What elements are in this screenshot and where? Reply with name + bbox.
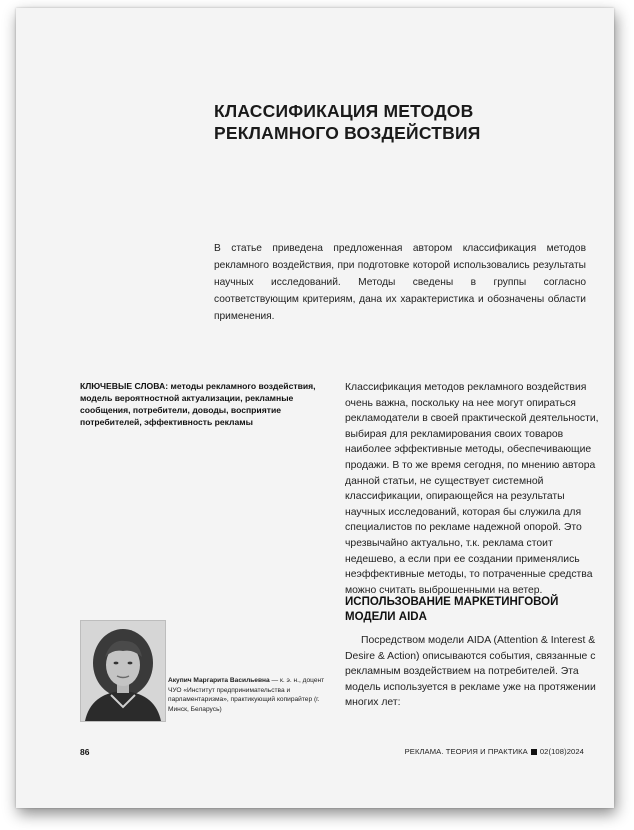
issue-number: 02(108)2024 — [539, 747, 584, 756]
journal-name: РЕКЛАМА. ТЕОРИЯ И ПРАКТИКА — [404, 747, 528, 756]
aida-paragraph: Посредством модели AIDA (Attention & Interest & Desire & Action) описываются события, связанные с рекламным воздействием на потребителей. Эта модель используется в рекламе уже на протяжении многих лет: — [345, 635, 596, 709]
author-details: — к. э. н., доцент ЧУО «Институт предпринимательства и парламентаризма», практикующий копирайтер (г. Минск, Беларусь) — [168, 677, 325, 713]
journal-page — [16, 8, 614, 808]
square-separator-icon — [531, 749, 537, 755]
page-number: 86 — [80, 747, 90, 757]
intro-column — [345, 380, 601, 598]
journal-footer — [405, 747, 584, 756]
author-name: Акупич Маргарита Васильевна — [168, 677, 270, 684]
intro-paragraph: Классификация методов рекламного воздействия очень важна, поскольку на нее могут опираться рекламодатели в своей практической деятельности, выбирая для рекламирования своих товаров наиболее эффективные методы, обеспечивающие продажи. В то же время сегодня, по мнению автора данной статьи, не существует системной классификации, опирающейся на результаты научных исследований, которая бы служила для специалистов по рекламе надежной опорой. Это чрезвычайно актуально, т.к. реклама стоит недешево, а если при ее создании применялись неэффективные методы, то потраченные средства можно считать выброшенными на ветер. — [345, 382, 599, 596]
section-heading-aida: ИСПОЛЬЗОВАНИЕ МАРКЕТИНГОВОЙ МОДЕЛИ AIDA — [345, 596, 559, 623]
author-photo — [80, 620, 166, 722]
article-title: КЛАССИФИКАЦИЯ МЕТОДОВ РЕКЛАМНОГО ВОЗДЕЙСТВИЯ — [214, 101, 481, 143]
author-bio — [168, 676, 328, 714]
article-abstract: В статье приведена предложенная автором классификация методов рекламного воздействия, при подготовке которой использовались результаты научных исследований. Методы сведены в группы согласно соответствующим критериям, дана их характеристика и обозначены области применения. — [214, 243, 586, 322]
keywords-block: КЛЮЧЕВЫЕ СЛОВА: методы рекламного воздействия, модель вероятностной актуализации, рекламные сообщения, потребители, доводы, восприятие потребителей, эффективность рекламы — [80, 381, 316, 427]
aida-column — [345, 633, 601, 711]
author-portrait-graphic — [81, 621, 165, 721]
